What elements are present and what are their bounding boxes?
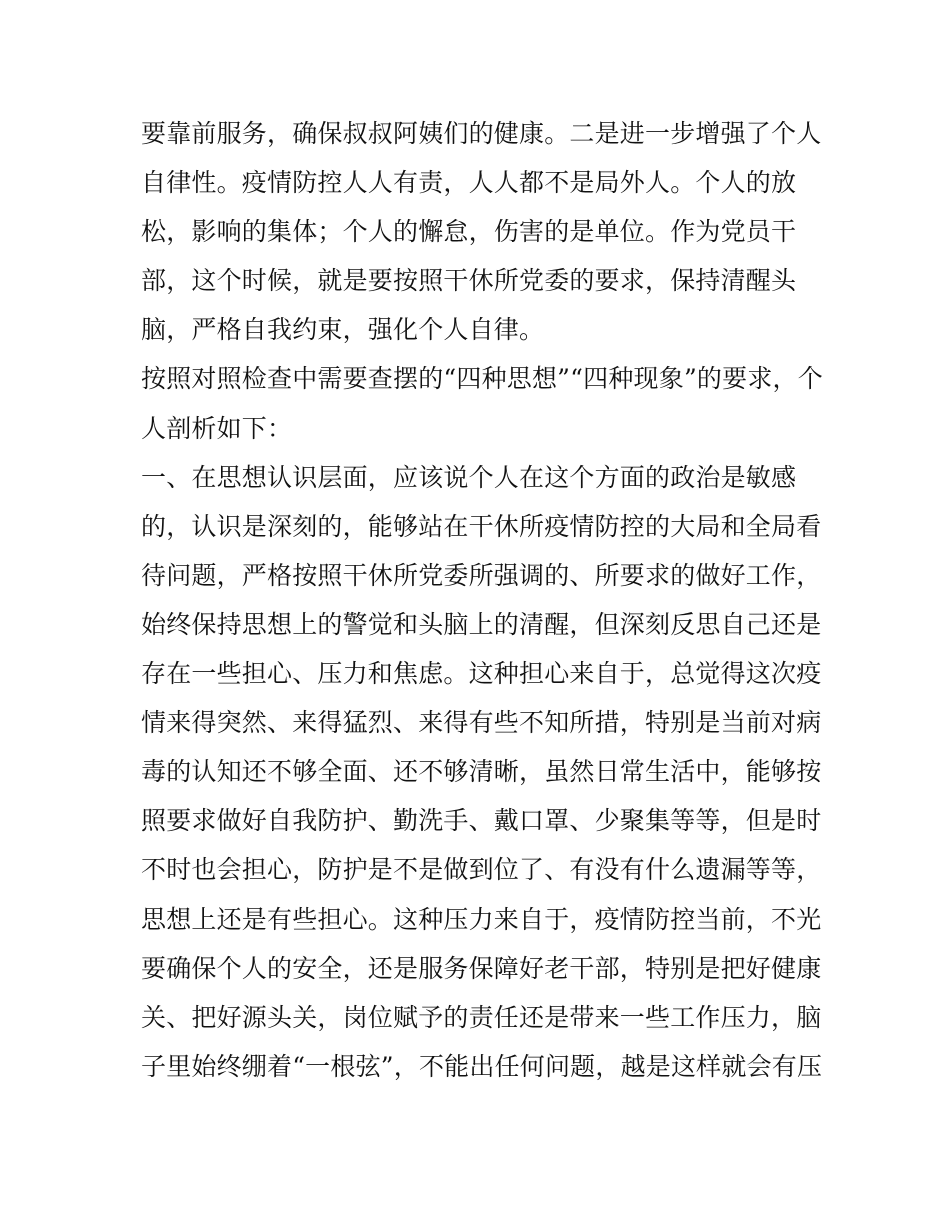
text-line: 存在一些担心、压力和焦虑。这种担心来自于，总觉得这次疫	[141, 659, 822, 689]
text-line: 情来得突然、来得猛烈、来得有些不知所措，特别是当前对病	[141, 708, 822, 738]
text-line: 要靠前服务，确保叔叔阿姨们的健康。二是进一步增强了个人	[141, 119, 822, 148]
text-line: 子里始终绷着“一根弦”，不能出任何问题，越是这样就会有压	[141, 1051, 823, 1081]
text-line: 不时也会担心，防护是不是做到位了、有没有什么遗漏等等，	[141, 855, 822, 885]
text-line: 松，影响的集体；个人的懈怠，伤害的是单位。作为党员干	[141, 217, 797, 247]
text-line: 的，认识是深刻的，能够站在干休所疫情防控的大局和全局看	[141, 511, 822, 541]
text-line: 始终保持思想上的警觉和头脑上的清醒，但深刻反思自己还是	[141, 609, 822, 639]
text-line: 一、在思想认识层面，应该说个人在这个方面的政治是敏感	[141, 462, 797, 492]
body-text	[141, 109, 841, 1091]
text-line: 按照对照检查中需要查摆的“四种思想”“四种现象”的要求，个	[141, 364, 823, 394]
text-line: 待问题，严格按照干休所党委所强调的、所要求的做好工作，	[141, 560, 822, 590]
text-line: 人剖析如下：	[141, 413, 293, 443]
text-line: 脑，严格自我约束，强化个人自律。	[141, 315, 545, 345]
text-line: 毒的认知还不够全面、还不够清晰，虽然日常生活中，能够按	[141, 757, 822, 787]
text-line: 照要求做好自我防护、勤洗手、戴口罩、少聚集等等，但是时	[141, 806, 822, 836]
text-line: 关、把好源头关，岗位赋予的责任还是带来一些工作压力，脑	[141, 1002, 822, 1032]
text-line: 思想上还是有些担心。这种压力来自于，疫情防控当前，不光	[141, 904, 822, 934]
text-line: 自律性。疫情防控人人有责，人人都不是局外人。个人的放	[141, 168, 797, 198]
text-line: 要确保个人的安全，还是服务保障好老干部，特别是把好健康	[141, 953, 822, 983]
text-line: 部，这个时候，就是要按照干休所党委的要求，保持清醒头	[141, 266, 797, 296]
